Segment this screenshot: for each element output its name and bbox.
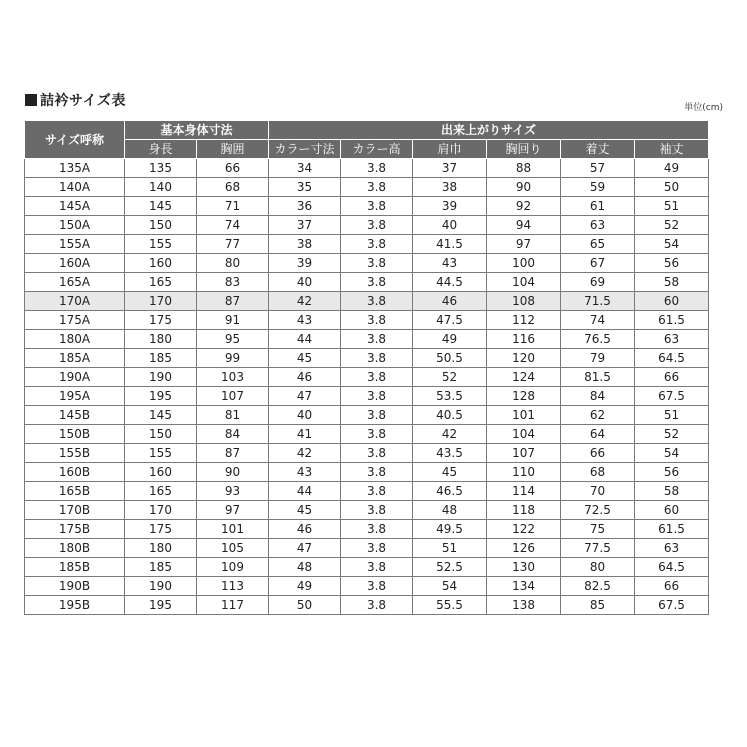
page-title — [25, 90, 126, 110]
table-cell: 77 — [197, 235, 269, 254]
table-cell: 52.5 — [413, 558, 487, 577]
table-cell: 74 — [561, 311, 635, 330]
table-cell: 3.8 — [341, 558, 413, 577]
header-col: 胸囲 — [197, 140, 269, 159]
table-cell: 42 — [269, 444, 341, 463]
table-row — [25, 330, 709, 349]
table-cell: 3.8 — [341, 197, 413, 216]
table-cell: 165 — [125, 273, 197, 292]
size-name-cell: 150A — [25, 216, 125, 235]
size-name-cell: 180A — [25, 330, 125, 349]
table-cell: 85 — [561, 596, 635, 615]
table-cell: 35 — [269, 178, 341, 197]
header-col: カラー寸法 — [269, 140, 341, 159]
table-cell: 43 — [269, 311, 341, 330]
table-row — [25, 235, 709, 254]
table-cell: 97 — [487, 235, 561, 254]
table-cell: 87 — [197, 292, 269, 311]
size-name-cell: 175A — [25, 311, 125, 330]
table-cell: 80 — [561, 558, 635, 577]
table-cell: 180 — [125, 539, 197, 558]
table-cell: 195 — [125, 387, 197, 406]
table-cell: 82.5 — [561, 577, 635, 596]
table-cell: 124 — [487, 368, 561, 387]
table-cell: 175 — [125, 520, 197, 539]
table-cell: 3.8 — [341, 368, 413, 387]
table-cell: 3.8 — [341, 387, 413, 406]
table-cell: 138 — [487, 596, 561, 615]
table-cell: 61.5 — [635, 520, 709, 539]
table-cell: 57 — [561, 159, 635, 178]
table-cell: 74 — [197, 216, 269, 235]
table-cell: 51 — [635, 406, 709, 425]
header-size-name: サイズ呼称 — [25, 121, 125, 159]
size-name-cell: 150B — [25, 425, 125, 444]
square-bullet-icon — [25, 94, 37, 106]
table-row — [25, 292, 709, 311]
table-cell: 59 — [561, 178, 635, 197]
table-cell: 170 — [125, 501, 197, 520]
table-cell: 72.5 — [561, 501, 635, 520]
table-cell: 81.5 — [561, 368, 635, 387]
table-cell: 185 — [125, 349, 197, 368]
table-cell: 90 — [197, 463, 269, 482]
table-cell: 44 — [269, 330, 341, 349]
table-row — [25, 216, 709, 235]
table-cell: 61 — [561, 197, 635, 216]
table-cell: 38 — [269, 235, 341, 254]
table-cell: 63 — [635, 539, 709, 558]
size-name-cell: 165B — [25, 482, 125, 501]
table-cell: 42 — [413, 425, 487, 444]
table-cell: 39 — [269, 254, 341, 273]
table-cell: 70 — [561, 482, 635, 501]
table-cell: 3.8 — [341, 406, 413, 425]
table-cell: 3.8 — [341, 311, 413, 330]
table-cell: 44 — [269, 482, 341, 501]
table-cell: 97 — [197, 501, 269, 520]
table-cell: 49.5 — [413, 520, 487, 539]
table-cell: 3.8 — [341, 273, 413, 292]
table-cell: 67 — [561, 254, 635, 273]
table-cell: 160 — [125, 463, 197, 482]
table-cell: 94 — [487, 216, 561, 235]
table-cell: 3.8 — [341, 330, 413, 349]
table-cell: 101 — [197, 520, 269, 539]
size-name-cell: 185B — [25, 558, 125, 577]
table-cell: 99 — [197, 349, 269, 368]
table-cell: 120 — [487, 349, 561, 368]
table-cell: 44.5 — [413, 273, 487, 292]
table-cell: 49 — [635, 159, 709, 178]
table-cell: 80 — [197, 254, 269, 273]
size-name-cell: 160B — [25, 463, 125, 482]
table-cell: 114 — [487, 482, 561, 501]
table-cell: 95 — [197, 330, 269, 349]
table-cell: 84 — [197, 425, 269, 444]
table-cell: 45 — [269, 349, 341, 368]
table-cell: 66 — [635, 368, 709, 387]
table-cell: 3.8 — [341, 520, 413, 539]
table-cell: 49 — [413, 330, 487, 349]
table-cell: 36 — [269, 197, 341, 216]
table-cell: 58 — [635, 273, 709, 292]
table-cell: 104 — [487, 425, 561, 444]
table-cell: 76.5 — [561, 330, 635, 349]
table-cell: 45 — [413, 463, 487, 482]
table-row — [25, 577, 709, 596]
table-cell: 40 — [413, 216, 487, 235]
table-cell: 64.5 — [635, 349, 709, 368]
title-text: 詰衿サイズ表 — [40, 93, 126, 109]
header-col: 胸回り — [487, 140, 561, 159]
table-cell: 60 — [635, 292, 709, 311]
table-cell: 46 — [413, 292, 487, 311]
table-cell: 66 — [635, 577, 709, 596]
size-name-cell: 155B — [25, 444, 125, 463]
table-cell: 47.5 — [413, 311, 487, 330]
table-cell: 50.5 — [413, 349, 487, 368]
size-name-cell: 195A — [25, 387, 125, 406]
table-cell: 117 — [197, 596, 269, 615]
table-row — [25, 368, 709, 387]
table-row — [25, 463, 709, 482]
size-name-cell: 185A — [25, 349, 125, 368]
size-name-cell: 140A — [25, 178, 125, 197]
table-cell: 60 — [635, 501, 709, 520]
table-cell: 37 — [269, 216, 341, 235]
header-group-finished: 出来上がりサイズ — [269, 121, 709, 140]
size-name-cell: 170A — [25, 292, 125, 311]
table-cell: 48 — [269, 558, 341, 577]
table-cell: 68 — [197, 178, 269, 197]
table-cell: 3.8 — [341, 539, 413, 558]
table-row — [25, 444, 709, 463]
table-cell: 90 — [487, 178, 561, 197]
table-cell: 46 — [269, 520, 341, 539]
table-cell: 54 — [635, 235, 709, 254]
table-row — [25, 311, 709, 330]
table-cell: 54 — [413, 577, 487, 596]
table-cell: 145 — [125, 406, 197, 425]
table-cell: 66 — [561, 444, 635, 463]
table-cell: 43.5 — [413, 444, 487, 463]
table-cell: 3.8 — [341, 178, 413, 197]
table-cell: 122 — [487, 520, 561, 539]
table-cell: 150 — [125, 425, 197, 444]
table-cell: 71.5 — [561, 292, 635, 311]
table-row — [25, 197, 709, 216]
table-header — [25, 121, 709, 159]
table-cell: 87 — [197, 444, 269, 463]
table-cell: 140 — [125, 178, 197, 197]
table-cell: 40 — [269, 273, 341, 292]
table-cell: 107 — [487, 444, 561, 463]
unit-label: 単位(cm) — [684, 103, 723, 113]
table-cell: 84 — [561, 387, 635, 406]
table-cell: 79 — [561, 349, 635, 368]
table-row — [25, 520, 709, 539]
table-cell: 66 — [197, 159, 269, 178]
table-cell: 93 — [197, 482, 269, 501]
table-cell: 41.5 — [413, 235, 487, 254]
table-cell: 51 — [413, 539, 487, 558]
size-name-cell: 165A — [25, 273, 125, 292]
table-cell: 3.8 — [341, 444, 413, 463]
table-cell: 41 — [269, 425, 341, 444]
table-cell: 58 — [635, 482, 709, 501]
table-cell: 3.8 — [341, 254, 413, 273]
size-name-cell: 160A — [25, 254, 125, 273]
table-cell: 49 — [269, 577, 341, 596]
table-cell: 47 — [269, 539, 341, 558]
table-cell: 135 — [125, 159, 197, 178]
size-name-cell: 170B — [25, 501, 125, 520]
table-cell: 3.8 — [341, 463, 413, 482]
table-cell: 155 — [125, 235, 197, 254]
table-cell: 62 — [561, 406, 635, 425]
table-cell: 63 — [561, 216, 635, 235]
table-row — [25, 159, 709, 178]
table-cell: 160 — [125, 254, 197, 273]
table-cell: 195 — [125, 596, 197, 615]
table-cell: 51 — [635, 197, 709, 216]
table-cell: 110 — [487, 463, 561, 482]
table-row — [25, 596, 709, 615]
table-cell: 108 — [487, 292, 561, 311]
table-cell: 67.5 — [635, 387, 709, 406]
table-cell: 68 — [561, 463, 635, 482]
table-cell: 128 — [487, 387, 561, 406]
table-cell: 46.5 — [413, 482, 487, 501]
table-cell: 3.8 — [341, 501, 413, 520]
table-cell: 88 — [487, 159, 561, 178]
table-cell: 83 — [197, 273, 269, 292]
table-row — [25, 178, 709, 197]
table-cell: 118 — [487, 501, 561, 520]
size-name-cell: 155A — [25, 235, 125, 254]
table-cell: 34 — [269, 159, 341, 178]
table-cell: 52 — [413, 368, 487, 387]
table-cell: 105 — [197, 539, 269, 558]
table-cell: 61.5 — [635, 311, 709, 330]
table-cell: 54 — [635, 444, 709, 463]
table-cell: 3.8 — [341, 159, 413, 178]
table-cell: 43 — [413, 254, 487, 273]
table-cell: 92 — [487, 197, 561, 216]
size-name-cell: 145A — [25, 197, 125, 216]
header-group-body: 基本身体寸法 — [125, 121, 269, 140]
table-cell: 69 — [561, 273, 635, 292]
table-cell: 104 — [487, 273, 561, 292]
header-col: 袖丈 — [635, 140, 709, 159]
table-cell: 180 — [125, 330, 197, 349]
table-row — [25, 425, 709, 444]
table-cell: 3.8 — [341, 482, 413, 501]
size-name-cell: 195B — [25, 596, 125, 615]
table-cell: 64 — [561, 425, 635, 444]
table-cell: 101 — [487, 406, 561, 425]
header-col: 肩巾 — [413, 140, 487, 159]
table-cell: 190 — [125, 577, 197, 596]
table-cell: 185 — [125, 558, 197, 577]
table-cell: 91 — [197, 311, 269, 330]
table-cell: 56 — [635, 463, 709, 482]
table-cell: 63 — [635, 330, 709, 349]
table-row — [25, 501, 709, 520]
table-body — [25, 159, 709, 615]
size-name-cell: 145B — [25, 406, 125, 425]
table-cell: 65 — [561, 235, 635, 254]
table-cell: 3.8 — [341, 216, 413, 235]
table-cell: 56 — [635, 254, 709, 273]
table-cell: 3.8 — [341, 235, 413, 254]
table-cell: 165 — [125, 482, 197, 501]
table-row — [25, 349, 709, 368]
table-cell: 77.5 — [561, 539, 635, 558]
header-col: 着丈 — [561, 140, 635, 159]
table-cell: 170 — [125, 292, 197, 311]
table-cell: 40 — [269, 406, 341, 425]
table-cell: 3.8 — [341, 577, 413, 596]
table-cell: 126 — [487, 539, 561, 558]
table-cell: 103 — [197, 368, 269, 387]
table-cell: 55.5 — [413, 596, 487, 615]
table-cell: 67.5 — [635, 596, 709, 615]
table-cell: 145 — [125, 197, 197, 216]
size-name-cell: 190B — [25, 577, 125, 596]
table-row — [25, 558, 709, 577]
table-cell: 134 — [487, 577, 561, 596]
header-col: 身長 — [125, 140, 197, 159]
table-row — [25, 387, 709, 406]
table-cell: 42 — [269, 292, 341, 311]
size-name-cell: 180B — [25, 539, 125, 558]
table-cell: 52 — [635, 216, 709, 235]
table-cell: 112 — [487, 311, 561, 330]
size-name-cell: 175B — [25, 520, 125, 539]
table-cell: 3.8 — [341, 425, 413, 444]
table-cell: 107 — [197, 387, 269, 406]
table-cell: 100 — [487, 254, 561, 273]
table-cell: 43 — [269, 463, 341, 482]
table-cell: 52 — [635, 425, 709, 444]
table-cell: 46 — [269, 368, 341, 387]
table-cell: 40.5 — [413, 406, 487, 425]
table-cell: 53.5 — [413, 387, 487, 406]
table-cell: 50 — [269, 596, 341, 615]
table-cell: 37 — [413, 159, 487, 178]
table-cell: 47 — [269, 387, 341, 406]
table-cell: 175 — [125, 311, 197, 330]
table-cell: 113 — [197, 577, 269, 596]
table-cell: 3.8 — [341, 349, 413, 368]
table-cell: 38 — [413, 178, 487, 197]
size-name-cell: 190A — [25, 368, 125, 387]
header-col: カラー高 — [341, 140, 413, 159]
table-row — [25, 254, 709, 273]
table-cell: 71 — [197, 197, 269, 216]
table-row — [25, 482, 709, 501]
table-cell: 3.8 — [341, 596, 413, 615]
table-cell: 64.5 — [635, 558, 709, 577]
table-cell: 81 — [197, 406, 269, 425]
table-cell: 116 — [487, 330, 561, 349]
table-cell: 75 — [561, 520, 635, 539]
table-cell: 3.8 — [341, 292, 413, 311]
table-cell: 155 — [125, 444, 197, 463]
size-name-cell: 135A — [25, 159, 125, 178]
table-cell: 45 — [269, 501, 341, 520]
table-cell: 109 — [197, 558, 269, 577]
table-cell: 150 — [125, 216, 197, 235]
table-cell: 39 — [413, 197, 487, 216]
table-cell: 130 — [487, 558, 561, 577]
table-row — [25, 406, 709, 425]
table-cell: 190 — [125, 368, 197, 387]
table-cell: 50 — [635, 178, 709, 197]
table-row — [25, 539, 709, 558]
size-table — [24, 120, 709, 615]
table-row — [25, 273, 709, 292]
table-cell: 48 — [413, 501, 487, 520]
